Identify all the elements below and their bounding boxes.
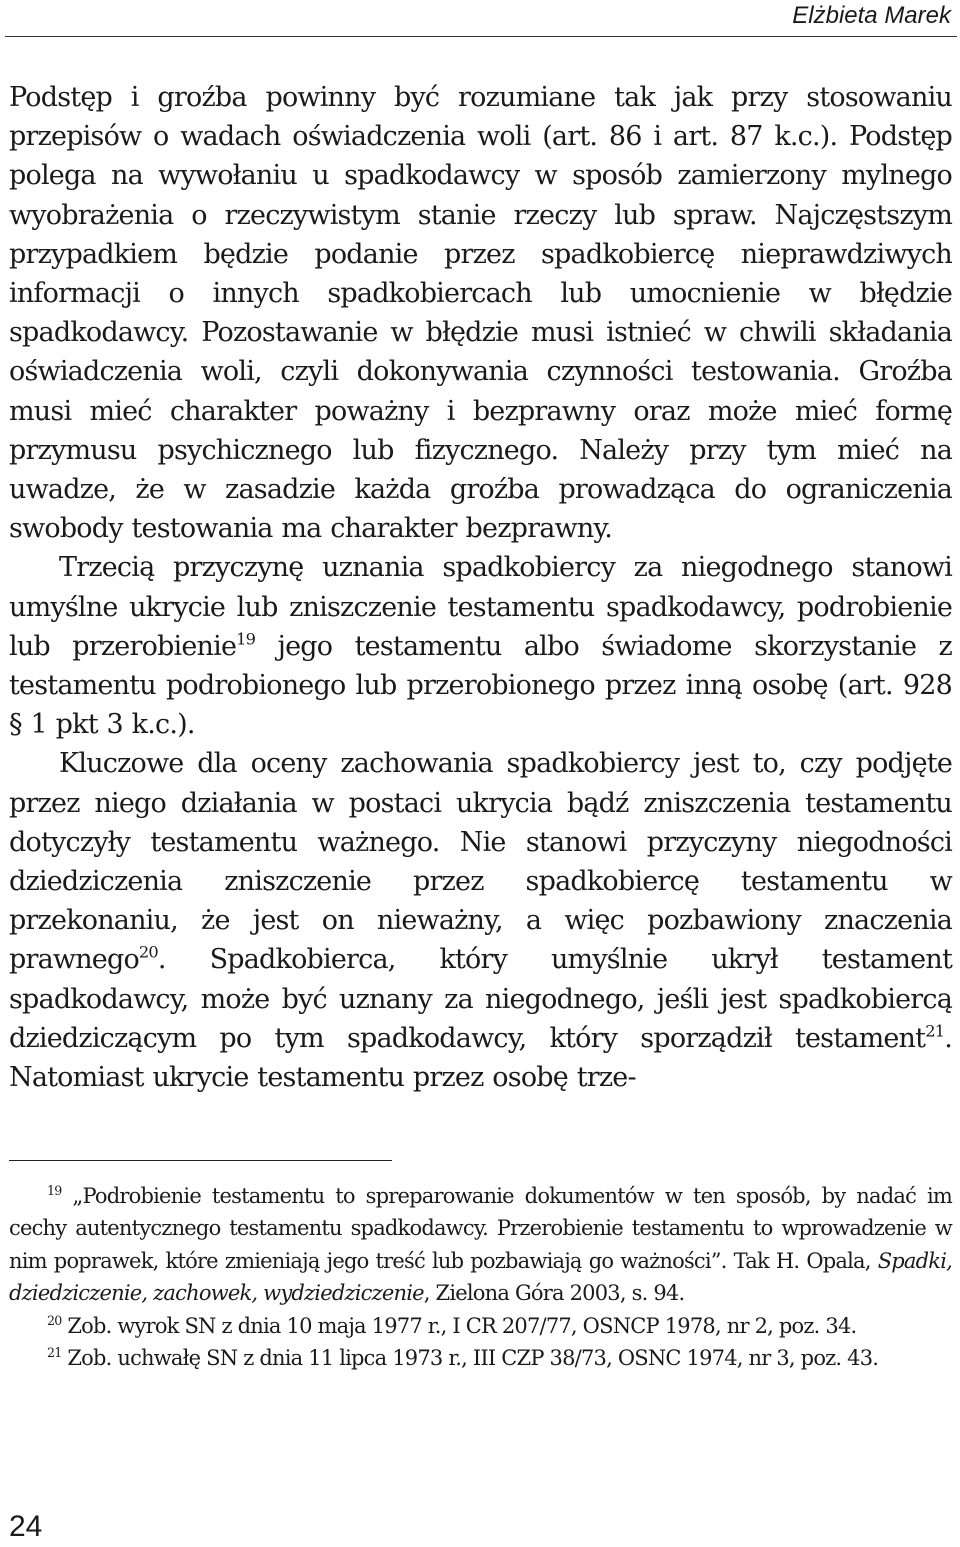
footnote-text-cont: , Zielona Góra 2003, s. 94.: [423, 1281, 685, 1306]
paragraph-3-text-cont: . Spadkobierca, który umyślnie ukrył testament spadkodawcy, może być uznany za niegodnego, jeśli jest spadkobiercą dziedziczącym po tym spadkodawcy, który sporządził testament: [9, 944, 952, 1054]
footnote-number: 21: [47, 1344, 62, 1360]
paragraph-3: [9, 744, 952, 1097]
footnote-text: Zob. uchwałę SN z dnia 11 lipca 1973 r., III CZP 38/73, OSNC 1974, nr 3, poz. 43.: [61, 1346, 879, 1371]
footnote-19: [9, 1180, 952, 1310]
footnote-title-italic: Spadki, dziedziczenie, zachowek, wydziedziczenie: [9, 1248, 952, 1306]
running-header-author: Elżbieta Marek: [792, 2, 951, 29]
footnote-21: [9, 1342, 952, 1374]
paragraph-2-text: Trzecią przyczynę uznania spadkobiercy za niegodnego stanowi umyślne ukrycie lub zniszczenie testamentu spadkodawcy, podrobienie lub przerobienie: [9, 552, 952, 662]
paragraph-2-text-cont: jego testamentu albo świadome skorzystanie z testamentu podrobionego lub przerobionego przez inną osobę (art. 928 § 1 pkt 3 k.c.).: [9, 630, 952, 741]
footnotes: [9, 1180, 952, 1374]
footnote-ref-21[interactable]: 21: [925, 1021, 945, 1041]
main-text: [9, 78, 952, 1097]
page-number: 24: [9, 1510, 43, 1543]
paragraph-1: Podstęp i groźba powinny być rozumiane tak jak przy stosowaniu przepisów o wadach oświadczenia woli (art. 86 i art. 87 k.c.). Podstęp polega na wywołaniu u spadkodawcy w sposób zamierzony mylnego wyobrażenia o rzeczywistym stanie rzeczy lub spraw. Najczęstszym przypadkiem będzie podanie przez spadkobiercę nieprawdziwych informacji o innych spadkobiercach lub umocnienie w błędzie spadkodawcy. Pozostawanie w błędzie musi istnieć w chwili składania oświadczenia woli, czyli dokonywania czynności testowania. Groźba musi mieć charakter poważny i bezprawny oraz może mieć formę przymusu psychicznego lub fizycznego. Należy przy tym mieć na uwadze, że w zasadzie każda groźba prowadząca do ograniczenia swobody testowania ma charakter bezprawny.: [9, 82, 952, 545]
paragraph-2: [9, 548, 952, 744]
footnote-text: Zob. wyrok SN z dnia 10 maja 1977 r., I CR 207/77, OSNCP 1978, nr 2, poz. 34.: [61, 1313, 857, 1338]
paragraph-3-text-end: . Natomiast ukrycie testamentu przez osobę trze-: [9, 1022, 952, 1094]
footnote-20: [9, 1310, 952, 1342]
paragraph-3-text: Kluczowe dla oceny zachowania spadkobiercy jest to, czy podjęte przez niego działania w postaci ukrycia bądź zniszczenia testamentu dotyczyły testamentu ważnego. Nie stanowi przyczyny niegodności dziedziczenia zniszczenie przez spadkobiercę testamentu w przekonaniu, że jest on nieważny, a więc pozbawiony znaczenia prawnego: [9, 748, 952, 976]
header-divider: [5, 36, 957, 37]
footnote-divider: [9, 1160, 392, 1161]
footnote-text: „Podrobienie testamentu to spreparowanie dokumentów w ten sposób, by nadać im cechy autentycznego testamentu spadkodawcy. Przerobienie testamentu to wprowadzenie w nim poprawek, które zmieniają jego treść lub pozbawiają go ważności”. Tak H. Opala,: [9, 1184, 952, 1273]
footnote-ref-19[interactable]: 19: [236, 629, 256, 649]
footnote-number: 20: [47, 1312, 62, 1328]
footnote-ref-20[interactable]: 20: [138, 942, 158, 962]
footnote-number: 19: [47, 1182, 62, 1198]
